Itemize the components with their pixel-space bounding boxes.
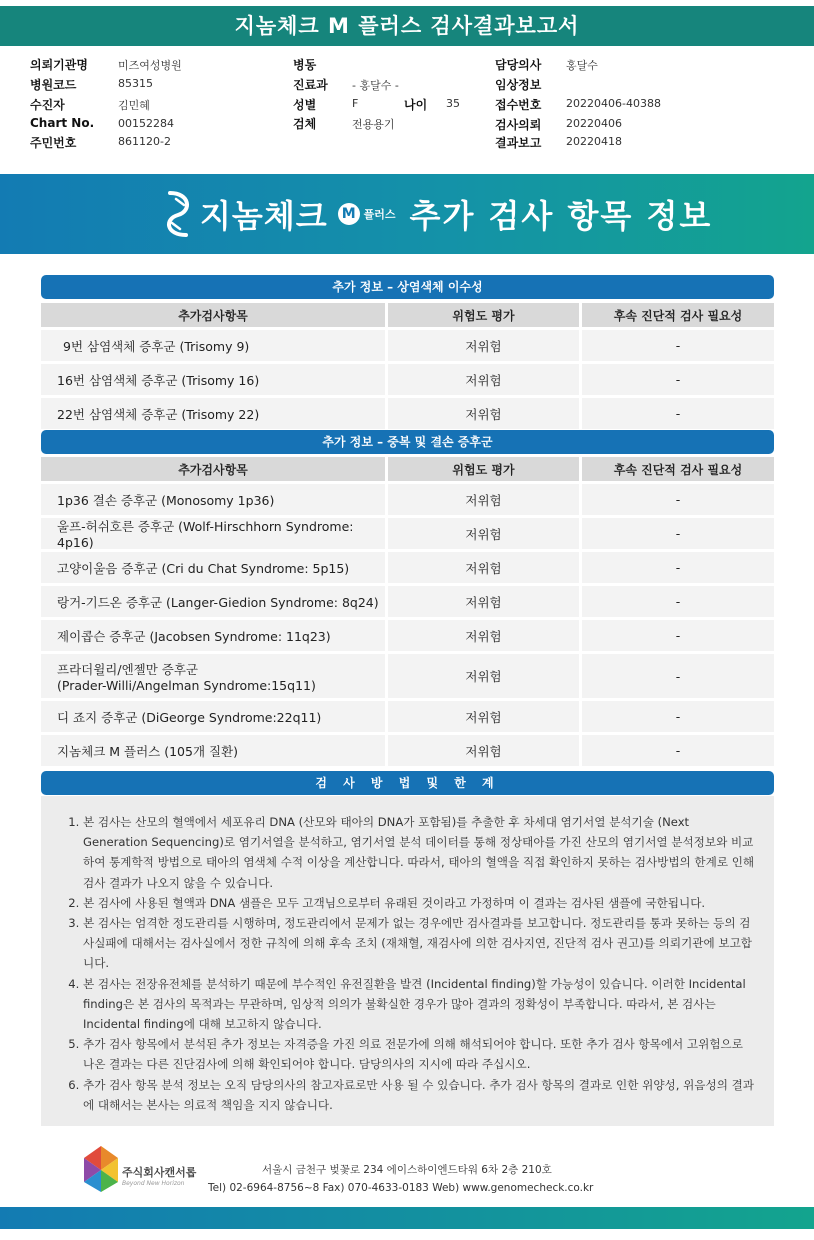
dept-value: - 홍달수 - [352,79,399,92]
ward-label: 병동 [293,58,317,72]
row-item: 22번 삼염색체 증후군 (Trisomy 22) [41,398,385,429]
row-item: 디 죠지 증후군 (DiGeorge Syndrome:22q11) [41,701,385,732]
banner-brand: 지놈체크 [200,197,328,235]
patient-value: 김민혜 [118,99,150,112]
table-row [41,364,774,395]
col-item-header: 추가검사항목 [41,303,385,327]
row-risk: 저위험 [388,735,579,766]
resident-label: 주민번호 [30,136,77,150]
col-followup-header: 후속 진단적 검사 필요성 [582,457,774,481]
row-followup: - [582,620,774,651]
row-item-line1: 프라더윌리/엔젤만 증후군 [57,661,199,677]
company-logo-icon [82,1144,120,1194]
bottom-bar [0,1207,814,1229]
methods-item: 2. 본 검사에 사용된 혈액과 DNA 샘플은 모두 고객님으로부터 유래된 것이라고 가정하며 이 결과는 검사된 샘플에 국한됩니다. [83,893,756,913]
methods-item: 1. 본 검사는 산모의 혈액에서 세포유리 DNA (산모와 태아의 DNA가 포함됨)를 추출한 후 차세대 염기서열 분석기술 (Next Generation Sequencing)로 염기서열을 분석하고, 염기서열 분석 데이터를 통해 정상태아를 가진 산모의 염기서열 분석정보와 비교하여 통계학적 방법으로 태아의 염색체 수적 이상을 계산합니다. 따라서, 태아의 혈액을 직접 확인하지 못하는 검사방법의 한계로 인해 검사 결과가 나오지 않을 수 있습니다. [83,812,756,893]
row-risk: 저위험 [388,552,579,583]
specimen-label: 검체 [293,117,317,131]
code-label: 병원코드 [30,78,77,92]
row-item: 지놈체크 M 플러스 (105개 질환) [41,735,385,766]
patient-label: 수진자 [30,98,65,112]
row-followup: - [582,701,774,732]
table-row [41,518,774,549]
company-slogan: Beyond New Horizon [122,1180,185,1187]
banner-m-badge: M [338,203,360,225]
row-followup: - [582,552,774,583]
row-item: 고양이울음 증후군 (Cri du Chat Syndrome: 5p15) [41,552,385,583]
row-item: 9번 삼염색체 증후군 (Trisomy 9) [41,330,385,361]
banner-logo [160,188,712,240]
clinical-label: 임상정보 [495,78,542,92]
row-risk: 저위험 [388,701,579,732]
chart-value: 00152284 [118,117,174,130]
company-contact: Tel) 02-6964-8756~8 Fax) 070-4633-0183 Web) www.genomecheck.co.kr [208,1182,594,1194]
age-value: 35 [446,97,460,110]
footer [0,1136,814,1206]
row-item [41,654,385,698]
row-followup: - [582,518,774,549]
doctor-label: 담당의사 [495,58,542,72]
methods-limitations [41,796,774,1126]
hospital-label: 의뢰기관명 [30,58,88,72]
section2-header: 추가 정보 – 중복 및 결손 증후군 [41,430,774,454]
banner-title: 추가 검사 항목 정보 [409,197,713,235]
age-label: 나이 [404,98,428,112]
table-row [41,330,774,361]
row-risk: 저위험 [388,654,579,698]
row-item: 1p36 결손 증후군 (Monosomy 1p36) [41,484,385,515]
row-item-line2: (Prader-Willi/Angelman Syndrome:15q11) [57,677,316,693]
company-address: 서울시 금천구 벚꽃로 234 에이스하이엔드타워 6차 2층 210호 [262,1164,552,1176]
row-followup: - [582,735,774,766]
hospital-value: 미즈여성병원 [118,59,182,72]
doctor-value: 홍달수 [566,59,598,72]
col-item-header: 추가검사항목 [41,457,385,481]
methods-item: 4. 본 검사는 전장유전체를 분석하기 때문에 부수적인 유전질환을 발견 (Incidental finding)할 가능성이 있습니다. 이러한 Incidental finding은 본 검사의 목적과는 무관하며, 임상적 의의가 불확실한 경우가 많아 결과의 정확성이 부족합니다. 따라서, 본 검사는 Incidental finding에 대해 보고하지 않습니다. [83,974,756,1035]
resident-value: 861120-2 [118,135,171,148]
col-risk-header: 위험도 평가 [388,303,579,327]
row-followup: - [582,654,774,698]
section1-header: 추가 정보 – 상염색체 이수성 [41,275,774,299]
dna-icon [160,189,196,239]
table-row [41,552,774,583]
specimen-value: 전용용기 [352,118,395,131]
row-risk: 저위험 [388,518,579,549]
result-value: 20220418 [566,135,622,148]
receipt-value: 20220406-40388 [566,97,661,110]
methods-item: 5. 추가 검사 항목에서 분석된 추가 정보는 자격증을 가진 의료 전문가에 의해 해석되어야 합니다. 또한 추가 검사 항목에서 고위험으로 나온 결과는 다른 진단검사에 의해 확인되어야 합니다. 담당의사의 지시에 따라 주십시오. [83,1034,756,1074]
result-label: 결과보고 [495,136,542,150]
row-risk: 저위험 [388,330,579,361]
table-row [41,484,774,515]
dept-label: 진료과 [293,78,328,92]
methods-item: 6. 추가 검사 항목 분석 정보는 오직 담당의사의 참고자료로만 사용 될 수 있습니다. 추가 검사 항목의 결과로 인한 위양성, 위음성의 결과에 대해서는 본사는 의료적 책임을 지지 않습니다. [83,1075,756,1115]
row-risk: 저위험 [388,484,579,515]
banner [0,174,814,254]
table-header-row [41,303,774,327]
row-followup: - [582,484,774,515]
methods-item: 3. 본 검사는 엄격한 정도관리를 시행하며, 정도관리에서 문제가 없는 경우에만 검사결과를 보고합니다. 정도관리를 통과 못하는 등의 검사실패에 대해서는 검사실에서 정한 규칙에 의해 후속 조치 (재채혈, 재검사에 의한 검사지연, 진단적 검사 권고)를 의뢰기관에 보고합니다. [83,913,756,974]
row-followup: - [582,398,774,429]
patient-info [0,54,814,154]
report-title: 지놈체크 M 플러스 검사결과보고서 [0,6,814,46]
row-item: 16번 삼염색체 증후군 (Trisomy 16) [41,364,385,395]
chart-label: Chart No. [30,116,95,130]
section3-header: 검 사 방 법 및 한 계 [41,771,774,795]
col-followup-header: 후속 진단적 검사 필요성 [582,303,774,327]
request-label: 검사의뢰 [495,118,542,132]
company-name: 주식회사캔서롭 [122,1166,197,1179]
row-followup: - [582,586,774,617]
row-risk: 저위험 [388,398,579,429]
sex-label: 성별 [293,98,317,112]
col-risk-header: 위험도 평가 [388,457,579,481]
row-risk: 저위험 [388,364,579,395]
table-header-row [41,457,774,481]
table-row [41,654,774,698]
code-value: 85315 [118,77,153,90]
table-row [41,701,774,732]
table-row [41,586,774,617]
row-risk: 저위험 [388,586,579,617]
sex-value: F [352,97,359,110]
row-followup: - [582,330,774,361]
request-value: 20220406 [566,117,622,130]
table-row [41,735,774,766]
row-item: 랑거-기드온 증후군 (Langer-Giedion Syndrome: 8q24) [41,586,385,617]
row-risk: 저위험 [388,620,579,651]
methods-list [41,796,774,1115]
receipt-label: 접수번호 [495,98,542,112]
table-row [41,398,774,429]
row-followup: - [582,364,774,395]
table-row [41,620,774,651]
banner-plus: 플러스 [363,208,396,221]
row-item: 울프-허쉬호른 증후군 (Wolf-Hirschhorn Syndrome: 4p16) [41,518,385,549]
row-item: 제이콥슨 증후군 (Jacobsen Syndrome: 11q23) [41,620,385,651]
